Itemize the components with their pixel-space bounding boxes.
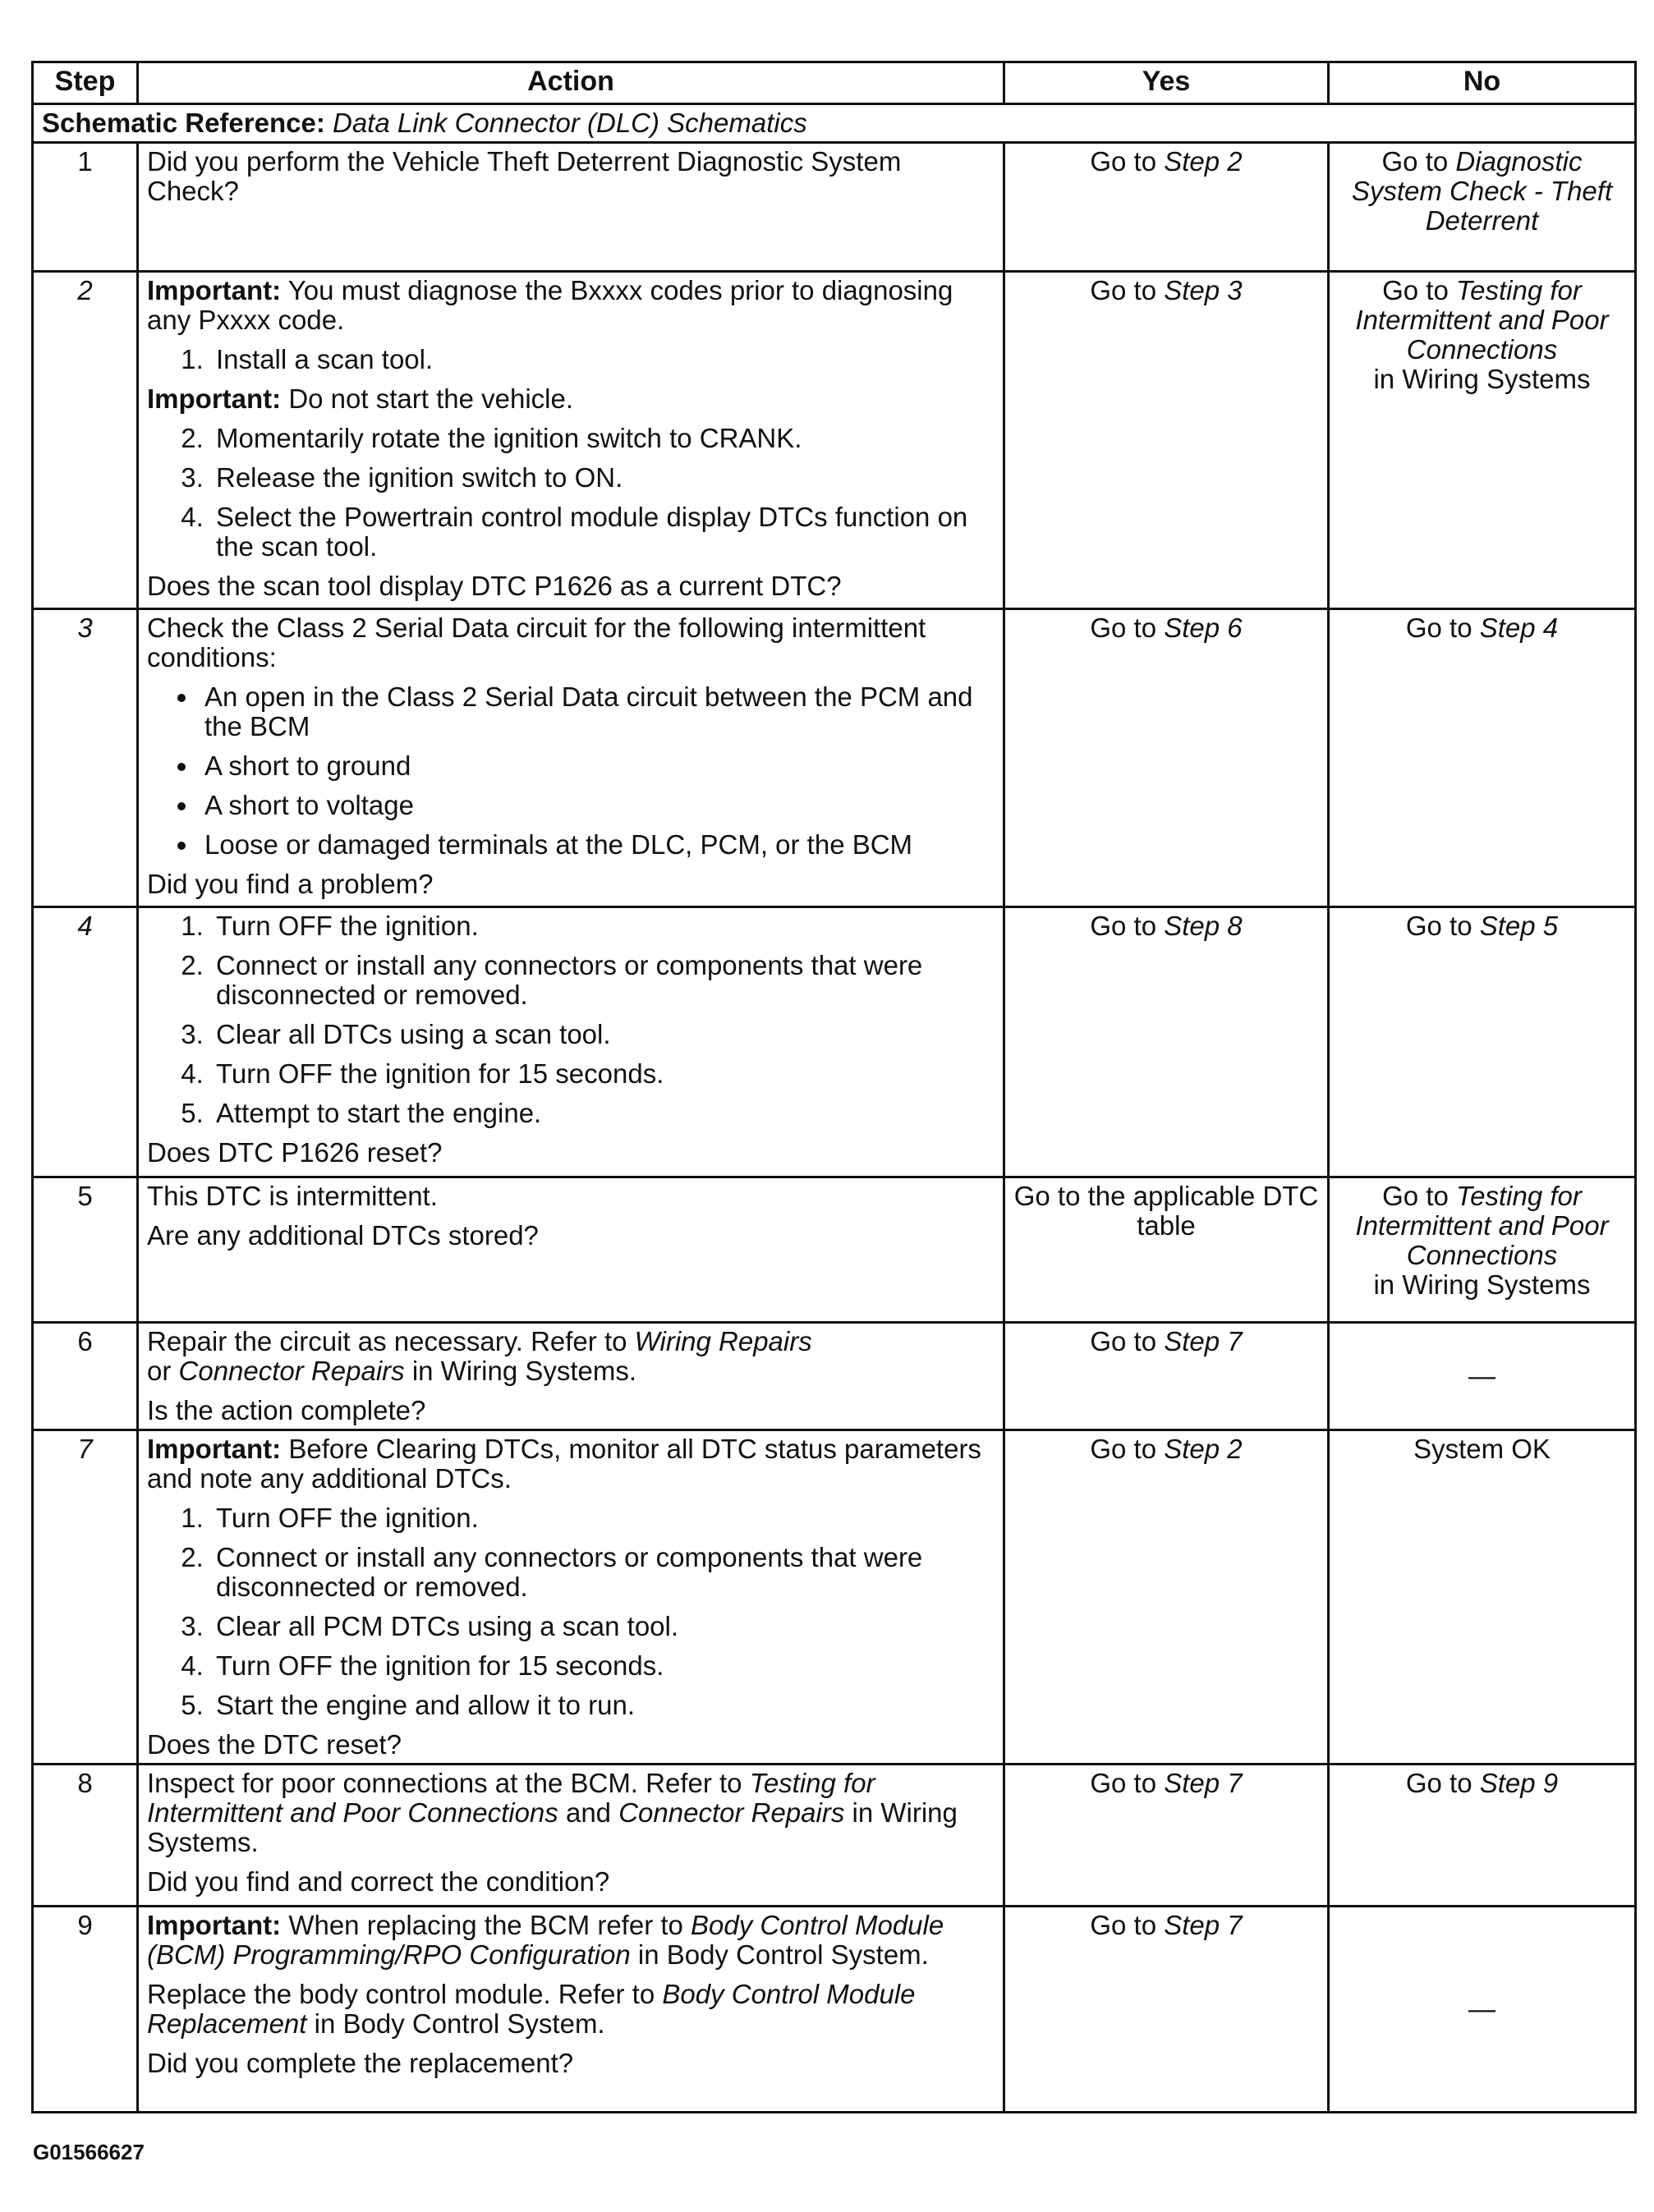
procedure-list (147, 911, 995, 1128)
step-number: 7 (33, 1430, 138, 1765)
step-action (138, 1907, 1004, 2113)
yes-result: Go to Step 6 (1004, 609, 1329, 907)
step-question: Are any additional DTCs stored? (147, 1220, 539, 1251)
diagnostic-table (31, 61, 1637, 2113)
table-row (33, 1765, 1636, 1907)
step-text: Replace the body control module. Refer to Body Control Module Replacement in Body Control System. (147, 1979, 916, 2039)
no-result: Go to Step 5 (1329, 907, 1636, 1177)
step-text: Inspect for poor connections at the BCM. Refer to Testing for Intermittent and Poor Connections and Connector Repairs in Wiring Systems. (147, 1768, 958, 1857)
list-item: • A short to ground (200, 751, 995, 781)
list-item: 2. Connect or install any connectors or components that were disconnected or removed. (211, 951, 995, 1010)
yes-result: Go to Step 7 (1004, 1907, 1329, 2113)
step-action (138, 143, 1004, 272)
figure-id: G01566627 (33, 2140, 145, 2164)
step-question: Did you find and correct the condition? (147, 1866, 610, 1897)
step-text: Repair the circuit as necessary. Refer to Wiring Repairs or Connector Repairs in Wiring Systems. (147, 1326, 812, 1386)
important-note: Important: When replacing the BCM refer to Body Control Module (BCM) Programming/RPO Configuration in Body Control System. (147, 1910, 944, 1970)
yes-result: Go to Step 7 (1004, 1323, 1329, 1430)
list-item: 1. Turn OFF the ignition. (211, 911, 995, 941)
no-result: — (1329, 1323, 1636, 1430)
step-action (138, 907, 1004, 1177)
list-item: 3. Clear all PCM DTCs using a scan tool. (211, 1612, 995, 1641)
procedure-list (147, 1503, 995, 1720)
schematic-reference (33, 104, 1636, 143)
diagnostic-page (31, 61, 1634, 2113)
step-question: Does the scan tool display DTC P1626 as a current DTC? (147, 571, 842, 601)
step-question: Did you find a problem? (147, 869, 434, 899)
schematic-value: Data Link Connector (DLC) Schematics (333, 108, 807, 138)
table-row (33, 1430, 1636, 1765)
step-question: Did you perform the Vehicle Theft Deterrent Diagnostic System Check? (147, 146, 902, 206)
header-no: No (1329, 62, 1636, 104)
step-number: 9 (33, 1907, 138, 2113)
procedure-list (147, 424, 995, 562)
no-result: Go to Diagnostic System Check - Theft Deterrent (1329, 143, 1636, 272)
step-question: Did you complete the replacement? (147, 2048, 574, 2078)
condition-list (147, 682, 995, 860)
step-action (138, 609, 1004, 907)
step-question: Is the action complete? (147, 1395, 426, 1425)
no-result: Go to Step 9 (1329, 1765, 1636, 1907)
schematic-row (33, 104, 1636, 143)
header-yes: Yes (1004, 62, 1329, 104)
list-item: • Loose or damaged terminals at the DLC, PCM, or the BCM (200, 830, 995, 860)
no-result: Go to Step 4 (1329, 609, 1636, 907)
table-row (33, 907, 1636, 1177)
yes-result: Go to Step 3 (1004, 272, 1329, 609)
no-result: Go to Testing for Intermittent and Poor Connections in Wiring Systems (1329, 272, 1636, 609)
procedure-list (147, 345, 995, 374)
list-item: 3. Release the ignition switch to ON. (211, 463, 995, 493)
no-result: Go to Testing for Intermittent and Poor Connections in Wiring Systems (1329, 1177, 1636, 1323)
step-question: Does the DTC reset? (147, 1729, 402, 1760)
table-row (33, 1907, 1636, 2113)
step-action (138, 272, 1004, 609)
no-result: — (1329, 1907, 1636, 2113)
list-item: 4. Turn OFF the ignition for 15 seconds. (211, 1059, 995, 1089)
list-item: 2. Momentarily rotate the ignition switch to CRANK. (211, 424, 995, 453)
important-note: Important: You must diagnose the Bxxxx codes prior to diagnosing any Pxxxx code. (147, 275, 953, 335)
schematic-label: Schematic Reference: (42, 108, 325, 138)
list-item: 3. Clear all DTCs using a scan tool. (211, 1020, 995, 1049)
header-action: Action (138, 62, 1004, 104)
yes-result: Go to Step 8 (1004, 907, 1329, 1177)
table-row (33, 609, 1636, 907)
table-row (33, 1177, 1636, 1323)
step-action (138, 1177, 1004, 1323)
step-number: 8 (33, 1765, 138, 1907)
list-item: 1. Install a scan tool. (211, 345, 995, 374)
yes-result: Go to Step 7 (1004, 1765, 1329, 1907)
header-step: Step (33, 62, 138, 104)
list-item: 5. Attempt to start the engine. (211, 1099, 995, 1128)
list-item: • An open in the Class 2 Serial Data circuit between the PCM and the BCM (200, 682, 995, 741)
yes-result: Go to Step 2 (1004, 1430, 1329, 1765)
step-action (138, 1323, 1004, 1430)
step-number: 4 (33, 907, 138, 1177)
list-item: 4. Turn OFF the ignition for 15 seconds. (211, 1651, 995, 1681)
step-number: 6 (33, 1323, 138, 1430)
list-item: 4. Select the Powertrain control module display DTCs function on the scan tool. (211, 503, 995, 562)
step-number: 3 (33, 609, 138, 907)
no-result: System OK (1329, 1430, 1636, 1765)
list-item: • A short to voltage (200, 791, 995, 820)
step-intro: Check the Class 2 Serial Data circuit for the following intermittent conditions: (147, 613, 926, 672)
step-number: 1 (33, 143, 138, 272)
step-action (138, 1430, 1004, 1765)
yes-result: Go to the applicable DTC table (1004, 1177, 1329, 1323)
list-item: 1. Turn OFF the ignition. (211, 1503, 995, 1533)
list-item: 5. Start the engine and allow it to run. (211, 1691, 995, 1720)
important-note: Important: Before Clearing DTCs, monitor all DTC status parameters and note any additional DTCs. (147, 1434, 981, 1494)
table-row (33, 272, 1636, 609)
step-action (138, 1765, 1004, 1907)
list-item: 2. Connect or install any connectors or components that were disconnected or removed. (211, 1543, 995, 1602)
step-question: Does DTC P1626 reset? (147, 1137, 443, 1168)
yes-result: Go to Step 2 (1004, 143, 1329, 272)
table-row (33, 143, 1636, 272)
important-note: Important: Do not start the vehicle. (147, 383, 574, 414)
table-row (33, 1323, 1636, 1430)
step-number: 2 (33, 272, 138, 609)
header-row (33, 62, 1636, 104)
step-intro: This DTC is intermittent. (147, 1181, 438, 1211)
step-number: 5 (33, 1177, 138, 1323)
